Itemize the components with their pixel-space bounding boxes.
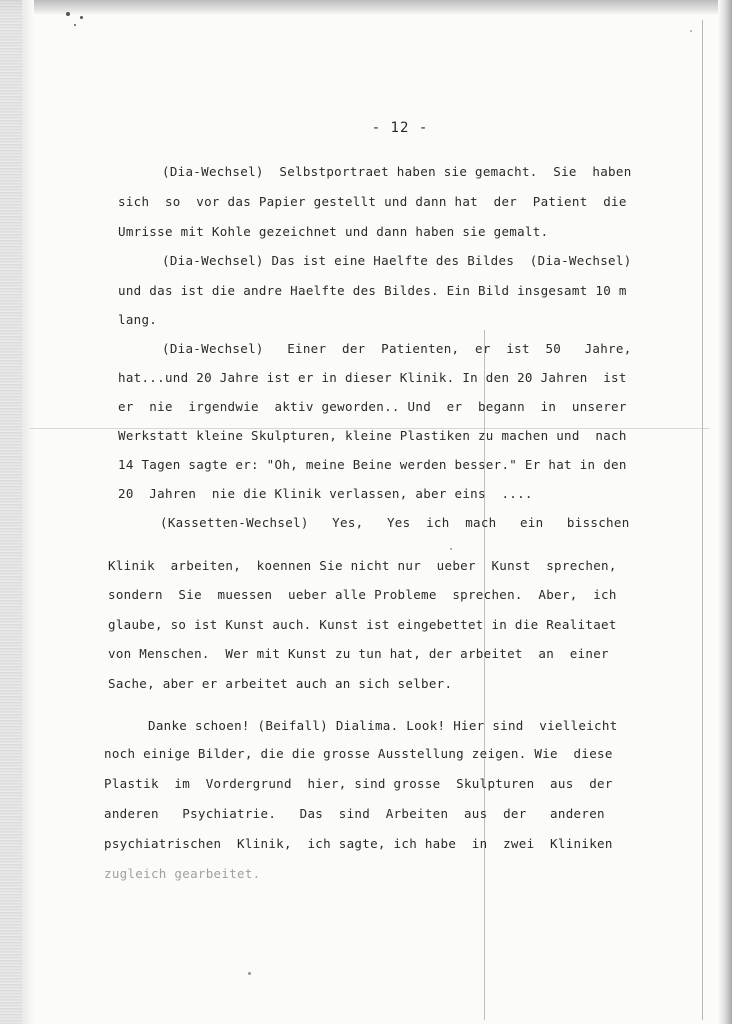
- text-line: sich so vor das Papier gestellt und dann hat der Patient die: [118, 194, 627, 209]
- text-line: und das ist die andre Haelfte des Bildes. Ein Bild insgesamt 10 m: [118, 283, 627, 298]
- text-line: hat...und 20 Jahre ist er in dieser Klinik. In den 20 Jahren ist: [118, 370, 627, 385]
- scan-right-line: [702, 20, 703, 1020]
- text-line: 20 Jahren nie die Klinik verlassen, aber eins ....: [118, 486, 533, 501]
- page-number: - 12 -: [371, 120, 429, 136]
- text-line: Danke schoen! (Beifall) Dialima. Look! Hier sind vielleicht: [148, 718, 618, 733]
- text-line: Werkstatt kleine Skulpturen, kleine Plastiken zu machen und nach: [118, 428, 627, 443]
- text-line: (Kassetten-Wechsel) Yes, Yes ich mach ein bisschen: [160, 515, 630, 530]
- text-line: anderen Psychiatrie. Das sind Arbeiten aus der anderen: [104, 806, 605, 821]
- text-line: Plastik im Vordergrund hier, sind grosse Skulpturen aus der: [104, 776, 613, 791]
- text-line: (Dia-Wechsel) Einer der Patienten, er ist 50 Jahre,: [162, 341, 632, 356]
- scan-speck: [690, 30, 692, 32]
- text-line: lang.: [118, 312, 158, 327]
- scan-speck: [80, 16, 83, 19]
- text-line: sondern Sie muessen ueber alle Probleme sprechen. Aber, ich: [108, 587, 617, 602]
- scan-speck: [450, 548, 452, 550]
- scan-right-edge: [718, 0, 732, 1024]
- text-line: psychiatrischen Klinik, ich sagte, ich habe in zwei Kliniken: [104, 836, 613, 851]
- scan-speck: [66, 12, 70, 16]
- text-line: Klinik arbeiten, koennen Sie nicht nur ueber Kunst sprechen,: [108, 558, 617, 573]
- text-line: glaube, so ist Kunst auch. Kunst ist eingebettet in die Realitaet: [108, 617, 617, 632]
- scan-speck: [248, 972, 251, 975]
- text-line: 14 Tagen sagte er: "Oh, meine Beine werden besser." Er hat in den: [118, 457, 627, 472]
- text-line: von Menschen. Wer mit Kunst zu tun hat, der arbeitet an einer: [108, 646, 609, 661]
- scan-left-edge: [0, 0, 22, 1024]
- text-line: noch einige Bilder, die die grosse Ausstellung zeigen. Wie diese: [104, 746, 613, 761]
- text-line: Umrisse mit Kohle gezeichnet und dann haben sie gemalt.: [118, 224, 549, 239]
- text-line: er nie irgendwie aktiv geworden.. Und er begann in unserer: [118, 399, 627, 414]
- text-line: zugleich gearbeitet.: [104, 866, 261, 881]
- text-line: Sache, aber er arbeitet auch an sich selber.: [108, 676, 453, 691]
- text-line: (Dia-Wechsel) Das ist eine Haelfte des Bildes (Dia-Wechsel): [162, 253, 632, 268]
- text-line: (Dia-Wechsel) Selbstportraet haben sie gemacht. Sie haben: [162, 164, 632, 179]
- scan-left-shadow: [22, 0, 34, 1024]
- scan-top-edge: [0, 0, 732, 14]
- scan-speck: [74, 24, 76, 26]
